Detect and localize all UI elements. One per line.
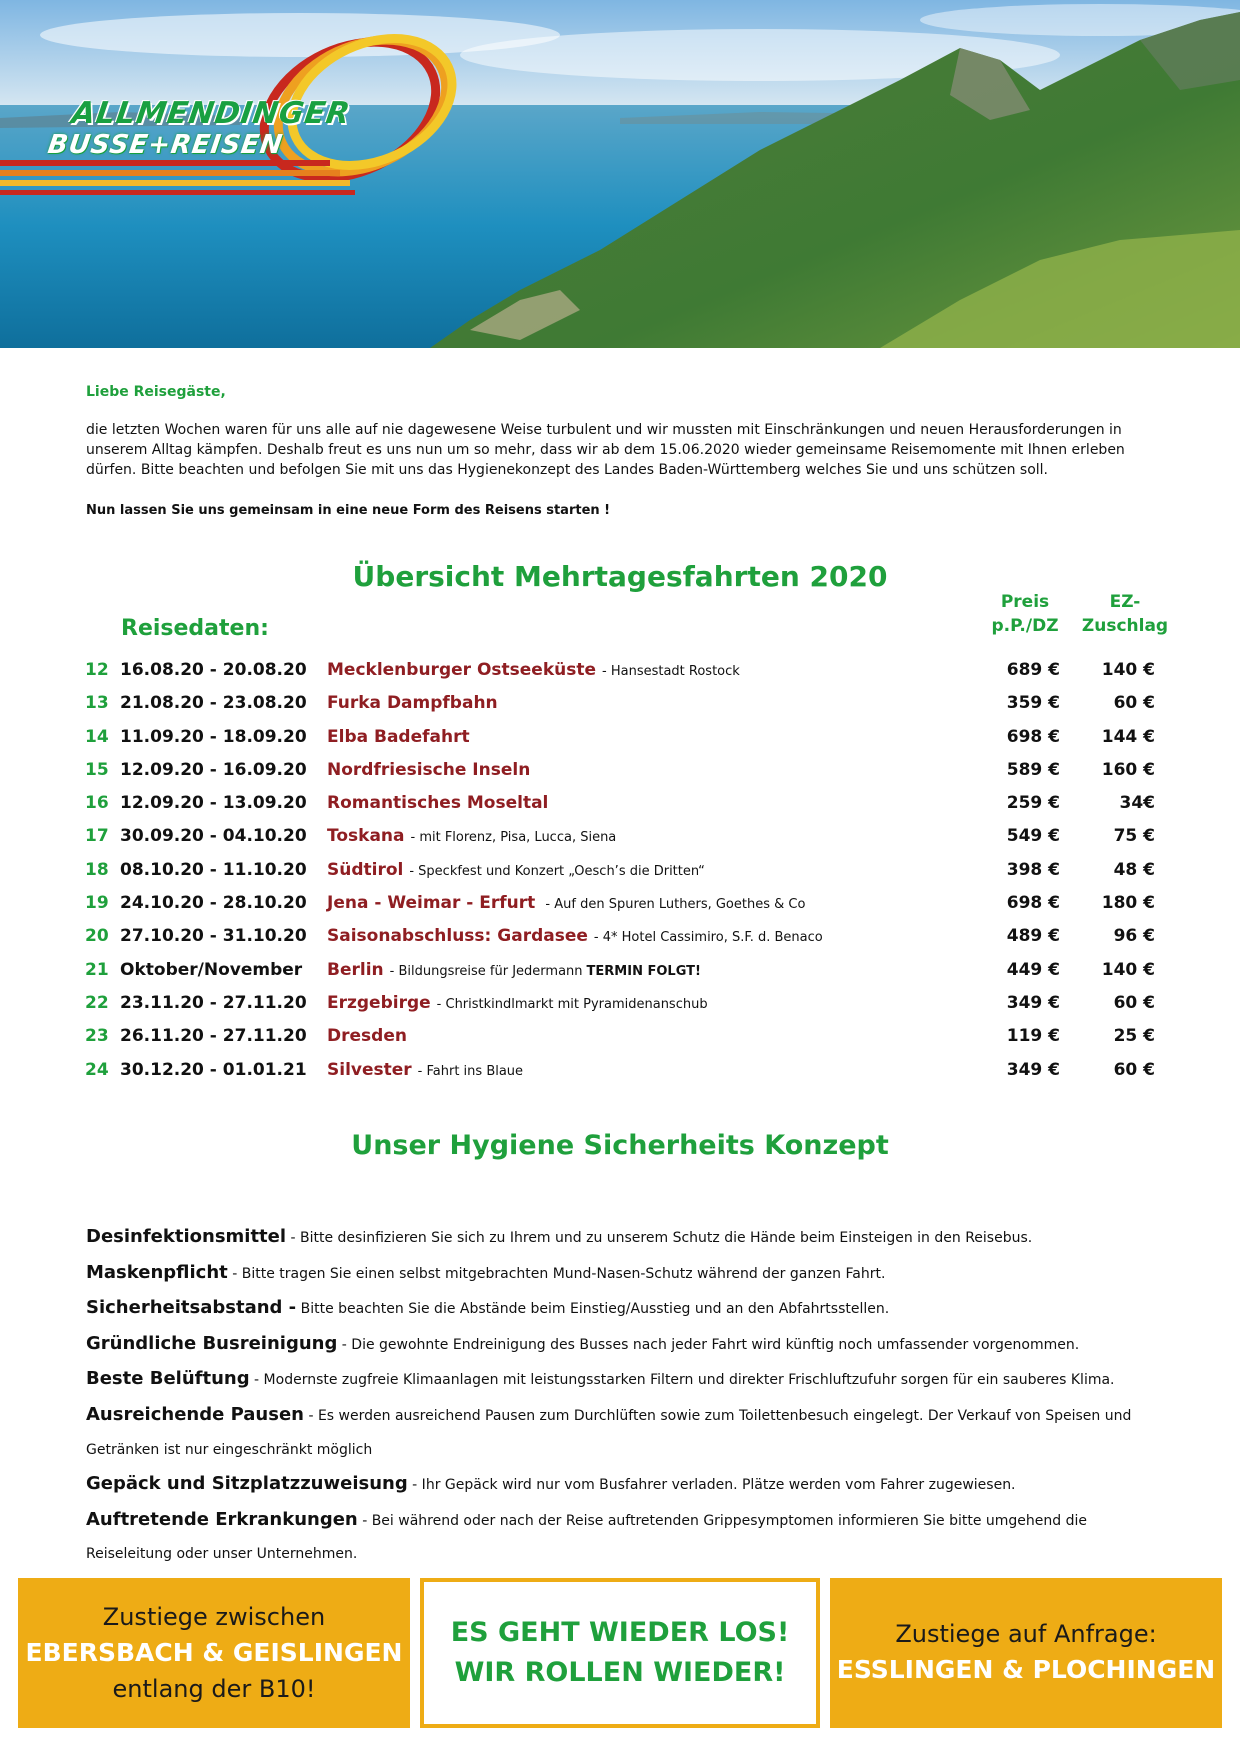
tour-title-line bbox=[327, 960, 701, 980]
boarding-line1: Zustiege zwischen bbox=[102, 1603, 326, 1631]
tour-row bbox=[0, 856, 1240, 889]
hygiene-text: - Bitte desinfizieren Sie sich zu Ihrem und zu unserem Schutz die Hände beim Einsteigen in den Reisebus. bbox=[286, 1230, 1033, 1246]
tour-note: TERMIN FOLGT! bbox=[586, 963, 701, 979]
hygiene-term: Ausreichende Pausen bbox=[86, 1403, 304, 1425]
tour-title: Elba Badefahrt bbox=[327, 726, 470, 747]
tour-dates: 26.11.20 - 27.11.20 bbox=[120, 1026, 307, 1047]
hygiene-term: Gründliche Busreinigung bbox=[86, 1332, 338, 1354]
tour-price: 349 € bbox=[1006, 1059, 1060, 1080]
tour-subtitle: - Christkindlmarkt mit Pyramidenanschub bbox=[436, 996, 708, 1012]
tour-title-line bbox=[327, 826, 616, 846]
ez-header-line2: Zuschlag bbox=[1081, 616, 1169, 636]
tour-single-surcharge: 25 € bbox=[1113, 1026, 1155, 1047]
tour-subtitle: - Fahrt ins Blaue bbox=[417, 1063, 524, 1079]
tour-title: Jena - Weimar - Erfurt bbox=[327, 893, 536, 914]
tour-title-line bbox=[327, 993, 708, 1013]
on-request-line1: Zustiege auf Anfrage: bbox=[895, 1620, 1157, 1648]
tour-single-surcharge: 60 € bbox=[1113, 693, 1155, 714]
tour-price: 549 € bbox=[1006, 826, 1060, 847]
tour-number: 20 bbox=[85, 926, 109, 947]
tour-row bbox=[0, 689, 1240, 722]
tour-number: 16 bbox=[85, 793, 109, 814]
hygiene-list bbox=[86, 1220, 1176, 1572]
tour-price: 119 € bbox=[1006, 1026, 1060, 1047]
tour-title: Saisonabschluss: Gardasee bbox=[327, 926, 588, 947]
tour-number: 14 bbox=[85, 726, 109, 747]
header-landscape-image bbox=[0, 0, 1240, 348]
tour-title-line bbox=[327, 693, 498, 713]
tour-price: 589 € bbox=[1006, 759, 1060, 780]
tour-single-surcharge: 180 € bbox=[1101, 893, 1155, 914]
hygiene-term: Desinfektionsmittel bbox=[86, 1226, 287, 1247]
tour-dates: Oktober/November bbox=[120, 959, 303, 980]
tour-price: 489 € bbox=[1006, 926, 1060, 947]
intro-call-to-action: Nun lassen Sie uns gemeinsam in eine neue Form des Reisens starten ! bbox=[86, 503, 611, 518]
hygiene-item bbox=[86, 1398, 1176, 1467]
tour-dates: 16.08.20 - 20.08.20 bbox=[120, 660, 307, 680]
tour-single-surcharge: 60 € bbox=[1113, 992, 1155, 1013]
price-column-header bbox=[985, 590, 1065, 638]
tour-title: Nordfriesische Inseln bbox=[327, 759, 531, 780]
tour-row bbox=[0, 789, 1240, 822]
tour-title: Erzgebirge bbox=[327, 992, 431, 1013]
tour-dates: 30.09.20 - 04.10.20 bbox=[120, 826, 307, 847]
hygiene-term: Beste Belüftung bbox=[86, 1368, 250, 1390]
tour-row bbox=[0, 989, 1240, 1022]
hygiene-item bbox=[86, 1220, 1176, 1256]
tour-title-line bbox=[327, 660, 740, 680]
hygiene-text: Bitte beachten Sie die Abstände beim Einstieg/Ausstieg und an den Abfahrtsstellen. bbox=[296, 1301, 890, 1318]
hygiene-item bbox=[86, 1362, 1176, 1398]
tour-number: 24 bbox=[85, 1059, 109, 1080]
hygiene-text: - Es werden ausreichend Pausen zum Durchlüften sowie zum Toilettenbesuch eingelegt. Der Verkauf von Speisen und Getränken ist nur eingeschränkt möglich bbox=[86, 1407, 1132, 1458]
tour-dates: 11.09.20 - 18.09.20 bbox=[120, 726, 307, 747]
tour-title: Südtirol bbox=[327, 859, 404, 880]
tour-dates: 12.09.20 - 13.09.20 bbox=[120, 793, 307, 814]
ez-header-line1: EZ- bbox=[1109, 592, 1141, 612]
tour-title: Berlin bbox=[327, 959, 384, 980]
tour-title-line bbox=[327, 893, 805, 913]
tour-title: Mecklenburger Ostseeküste bbox=[327, 660, 597, 680]
tour-number: 12 bbox=[85, 660, 109, 680]
tour-single-surcharge: 34€ bbox=[1119, 793, 1155, 814]
hygiene-term: Sicherheitsabstand - bbox=[86, 1297, 297, 1319]
tour-price: 349 € bbox=[1006, 992, 1060, 1013]
on-request-line2: ESSLINGEN & PLOCHINGEN bbox=[836, 1655, 1216, 1684]
tour-title-line bbox=[327, 760, 530, 780]
tour-row bbox=[0, 822, 1240, 855]
tour-price: 259 € bbox=[1006, 793, 1060, 814]
tour-row bbox=[0, 723, 1240, 756]
tour-row bbox=[0, 889, 1240, 922]
tours-title: Übersicht Mehrtagesfahrten 2020 bbox=[352, 560, 888, 593]
tour-price: 398 € bbox=[1006, 859, 1060, 880]
tour-subtitle: - 4* Hotel Cassimiro, S.F. d. Benaco bbox=[593, 930, 823, 946]
tour-title: Dresden bbox=[327, 1026, 407, 1047]
tour-title: Toskana bbox=[327, 826, 405, 847]
tour-title-line bbox=[327, 860, 705, 880]
tour-price: 449 € bbox=[1006, 959, 1060, 980]
tour-single-surcharge: 140 € bbox=[1101, 959, 1155, 980]
intro-paragraph: die letzten Wochen waren für uns alle auf nie dagewesene Weise turbulent und wir mussten mit Einschränkungen und neuen Herausforderungen in unserem Alltag kämpfen. Deshalb freut es uns nun um so mehr, dass wir ab dem 15.06.2020 wieder gemeinsame Reisemomente mit Ihnen erleben dürfen. Bitte beachten und befolgen Sie mit uns das Hygienekonzept des Landes Baden-Württemberg welches Sie und uns schützen soll. bbox=[86, 422, 1125, 478]
boarding-line2: EBERSBACH & GEISLINGEN bbox=[25, 1638, 403, 1667]
greeting: Liebe Reisegäste, bbox=[86, 384, 226, 400]
hygiene-item bbox=[86, 1256, 1176, 1292]
tour-price: 359 € bbox=[1006, 693, 1060, 714]
hygiene-item bbox=[86, 1503, 1176, 1572]
hygiene-term: Maskenpflicht bbox=[86, 1261, 228, 1283]
tour-dates: 12.09.20 - 16.09.20 bbox=[120, 759, 307, 780]
tour-single-surcharge: 48 € bbox=[1113, 859, 1155, 880]
tour-row bbox=[0, 956, 1240, 989]
price-header-line1: Preis bbox=[1000, 592, 1050, 612]
hygiene-item bbox=[86, 1467, 1176, 1503]
tour-number: 13 bbox=[85, 693, 109, 714]
tour-title-line bbox=[327, 1060, 523, 1080]
hygiene-text: - Bei während oder nach der Reise auftretenden Grippesymptomen informieren Sie bitte umgehend die Reiseleitung oder unser Unternehmen. bbox=[86, 1512, 1087, 1563]
hygiene-term: Gepäck und Sitzplatzzuweisung bbox=[86, 1473, 408, 1495]
tour-number: 22 bbox=[85, 992, 109, 1013]
single-room-surcharge-header bbox=[1075, 590, 1175, 638]
tour-subtitle: - Bildungsreise für Jedermann bbox=[389, 963, 583, 979]
tour-single-surcharge: 60 € bbox=[1113, 1059, 1155, 1080]
dates-column-label: Reisedaten: bbox=[121, 616, 269, 641]
boarding-points-box bbox=[18, 1578, 410, 1728]
tour-number: 17 bbox=[85, 826, 109, 847]
tour-title-line bbox=[327, 926, 823, 946]
tour-subtitle: - mit Florenz, Pisa, Lucca, Siena bbox=[410, 830, 617, 846]
tour-price: 689 € bbox=[1006, 660, 1060, 680]
tour-subtitle: - Auf den Spuren Luthers, Goethes & Co bbox=[541, 897, 806, 913]
tour-row bbox=[0, 656, 1240, 689]
tour-row bbox=[0, 1022, 1240, 1055]
tour-title-line bbox=[327, 793, 548, 813]
tour-row bbox=[0, 922, 1240, 955]
slogan-box bbox=[420, 1578, 820, 1728]
tour-price: 698 € bbox=[1006, 893, 1060, 914]
hygiene-text: - Ihr Gepäck wird nur vom Busfahrer verladen. Plätze werden vom Fahrer zugewiesen. bbox=[407, 1477, 1016, 1494]
tour-dates: 08.10.20 - 11.10.20 bbox=[120, 859, 307, 880]
logo-name: ALLMENDINGER bbox=[69, 96, 353, 131]
on-request-box bbox=[830, 1578, 1222, 1728]
tour-single-surcharge: 75 € bbox=[1113, 826, 1155, 847]
tour-title-line bbox=[327, 727, 470, 747]
tour-title-line bbox=[327, 1026, 407, 1046]
hygiene-text: - Die gewohnte Endreinigung des Busses nach jeder Fahrt wird künftig noch umfassender vorgenommen. bbox=[337, 1336, 1080, 1353]
tour-title: Silvester bbox=[327, 1059, 412, 1080]
tour-dates: 21.08.20 - 23.08.20 bbox=[120, 693, 307, 714]
tour-title: Furka Dampfbahn bbox=[327, 693, 498, 714]
hygiene-title: Unser Hygiene Sicherheits Konzept bbox=[351, 1130, 889, 1161]
slogan-line1: ES GEHT WIEDER LOS! bbox=[450, 1617, 790, 1648]
tour-dates: 23.11.20 - 27.11.20 bbox=[120, 992, 307, 1013]
hygiene-text: - Modernste zugfreie Klimaanlagen mit leistungsstarken Filtern und direkter Frischluftzufuhr sorgen für ein sauberes Klima. bbox=[249, 1372, 1115, 1389]
tour-number: 23 bbox=[85, 1026, 109, 1047]
tour-title: Romantisches Moseltal bbox=[327, 793, 549, 814]
logo-tagline: BUSSE+REISEN bbox=[45, 130, 285, 160]
tour-single-surcharge: 140 € bbox=[1101, 660, 1155, 680]
hygiene-term: Auftretende Erkrankungen bbox=[86, 1508, 358, 1530]
tour-single-surcharge: 96 € bbox=[1113, 926, 1155, 947]
hygiene-item bbox=[86, 1291, 1176, 1327]
tour-single-surcharge: 160 € bbox=[1101, 759, 1155, 780]
tour-number: 15 bbox=[85, 759, 109, 780]
hygiene-item bbox=[86, 1327, 1176, 1363]
tour-dates: 30.12.20 - 01.01.21 bbox=[120, 1059, 307, 1080]
tour-list bbox=[0, 656, 1240, 1089]
tour-number: 18 bbox=[85, 859, 109, 880]
tour-row bbox=[0, 1056, 1240, 1089]
boarding-line3: entlang der B10! bbox=[112, 1675, 316, 1703]
tour-single-surcharge: 144 € bbox=[1101, 726, 1155, 747]
tour-dates: 27.10.20 - 31.10.20 bbox=[120, 926, 307, 947]
tour-row bbox=[0, 756, 1240, 789]
slogan-line2: WIR ROLLEN WIEDER! bbox=[454, 1657, 786, 1688]
tour-number: 21 bbox=[85, 959, 109, 980]
tour-subtitle: - Speckfest und Konzert „Oesch’s die Dritten“ bbox=[409, 863, 705, 879]
tour-subtitle: - Hansestadt Rostock bbox=[602, 664, 740, 679]
tour-price: 698 € bbox=[1006, 726, 1060, 747]
tour-dates: 24.10.20 - 28.10.20 bbox=[120, 893, 307, 914]
tour-number: 19 bbox=[85, 893, 109, 914]
hygiene-text: - Bitte tragen Sie einen selbst mitgebrachten Mund-Nasen-Schutz während der ganzen Fahrt. bbox=[227, 1265, 886, 1282]
price-header-line2: p.P./DZ bbox=[991, 616, 1059, 636]
